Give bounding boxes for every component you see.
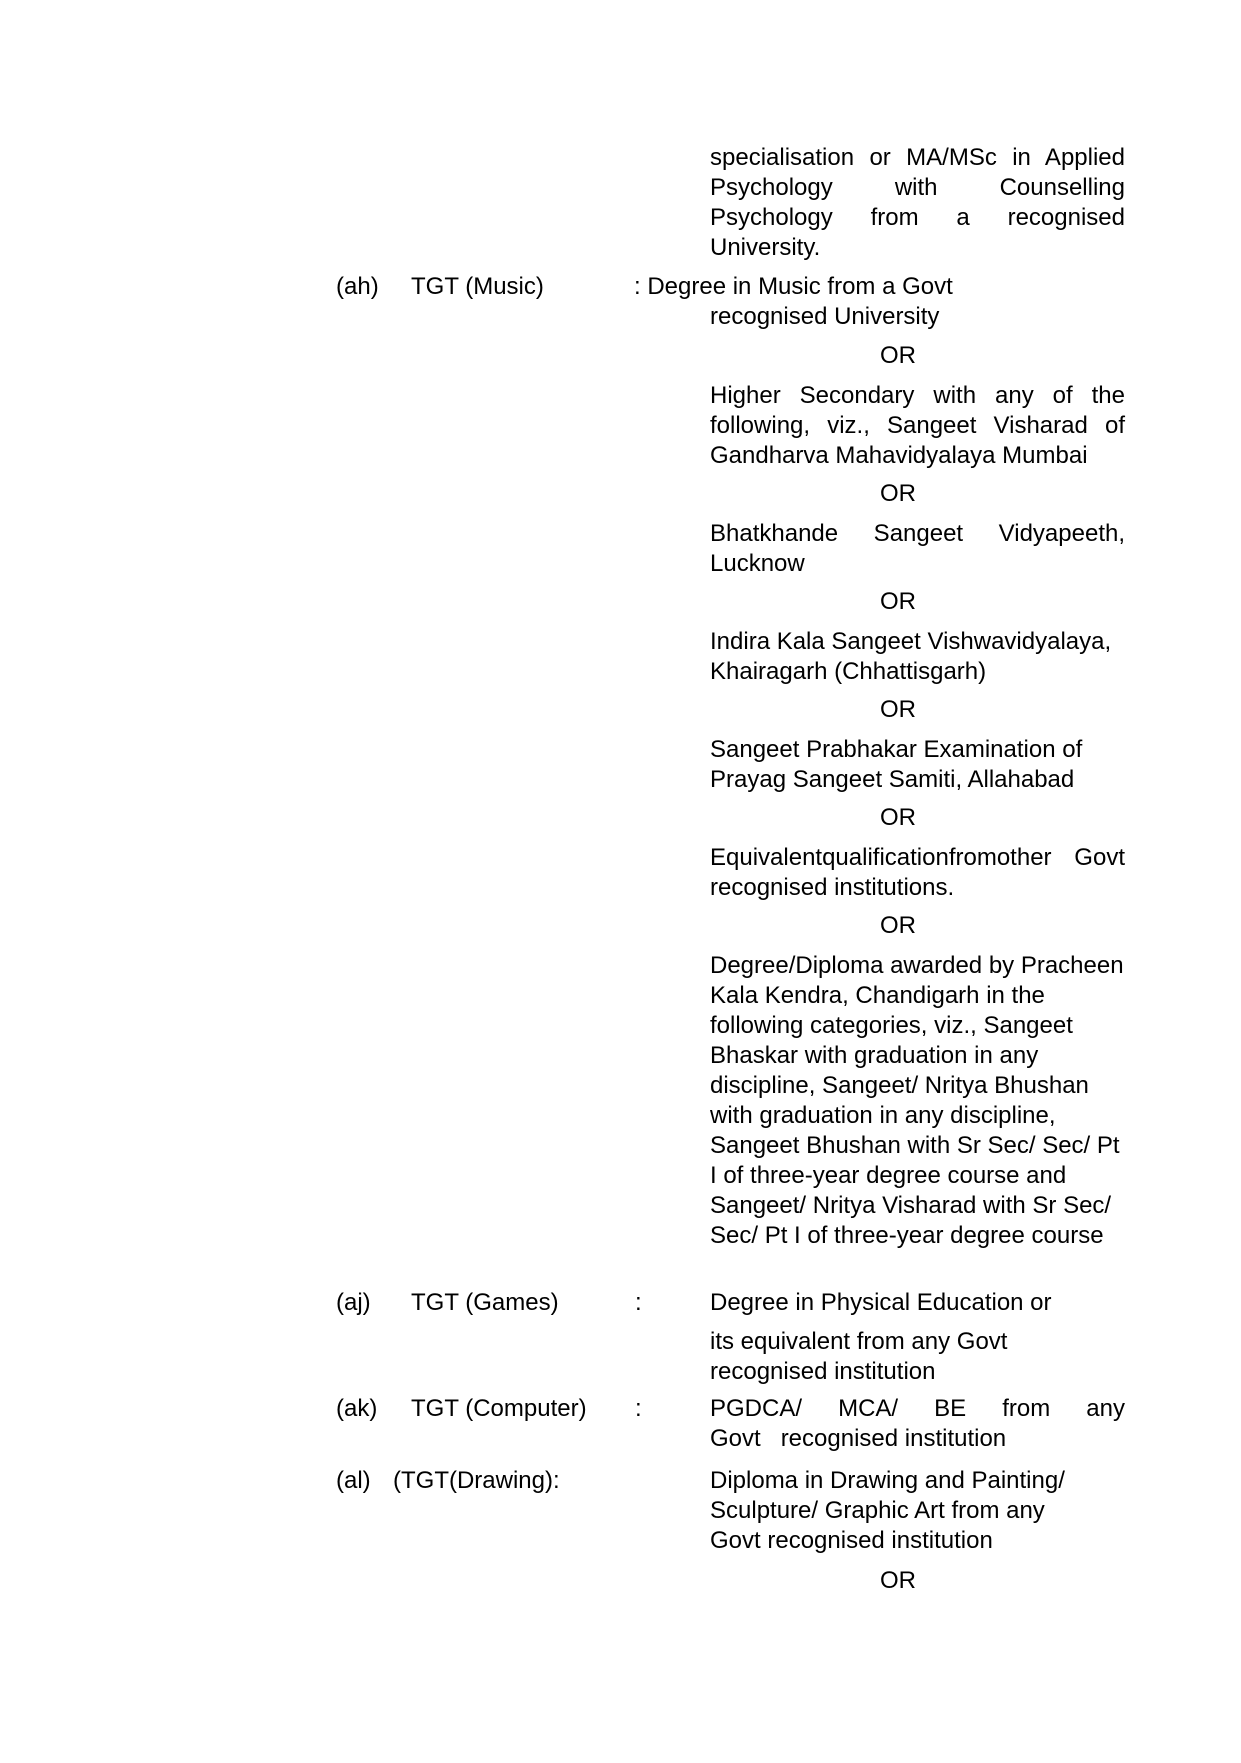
colon-separator: : (635, 1289, 642, 1316)
or-separator: OR (880, 480, 916, 507)
computer-qualification-line2: Govt recognised institution (710, 1425, 1007, 1452)
item-title-games: TGT (Games) (411, 1289, 559, 1316)
music-qualification-first-line: : Degree in Music from a Govt (634, 273, 953, 300)
music-alternative-equivalent-line1: Equivalentqualificationfromother Govt (710, 844, 1125, 871)
music-alternative-bhatkhande: Bhatkhande Sangeet Vidyapeeth, Lucknow (710, 520, 1125, 577)
music-qualification-second-line: recognised University (710, 303, 940, 330)
games-qualification-line2: its equivalent from any Govt recognised institution (710, 1328, 1008, 1385)
item-number-ah: (ah) (336, 273, 379, 300)
item-title-drawing: (TGT(Drawing): (393, 1467, 560, 1494)
computer-qualification-line1: PGDCA/ MCA/ BE from any (710, 1395, 1125, 1422)
music-alternative-higher-secondary: Higher Secondary with any of the following, viz., Sangeet Visharad of Gandharva Mahavidyalaya Mumbai (710, 382, 1125, 469)
or-separator: OR (880, 804, 916, 831)
prev-item-continuation: specialisation or MA/MSc in Applied Psychology with Counselling Psychology from a recognised University. (710, 144, 1125, 261)
item-title-music: TGT (Music) (411, 273, 544, 300)
colon-separator: : (635, 1395, 642, 1422)
or-separator: OR (880, 912, 916, 939)
music-alternative-pracheen-kala: Degree/Diploma awarded by Pracheen Kala Kendra, Chandigarh in the following categories, viz., Sangeet Bhaskar with graduation in any discipline, Sangeet/ Nritya Bhushan with graduation in any discipline, Sangeet Bhushan with Sr Sec/ Sec/ Pt I of three-year degree course and Sangeet/ Nritya Visharad with Sr Sec/ Sec/ Pt I of three-year degree course (710, 952, 1124, 1249)
music-alternative-sangeet-prabhakar: Sangeet Prabhakar Examination of Prayag Sangeet Samiti, Allahabad (710, 736, 1083, 793)
item-number-ak: (ak) (336, 1395, 378, 1422)
or-separator: OR (880, 588, 916, 615)
music-alternative-indira-kala: Indira Kala Sangeet Vishwavidyalaya, Khairagarh (Chhattisgarh) (710, 628, 1112, 685)
drawing-qualification: Diploma in Drawing and Painting/ Sculpture/ Graphic Art from any Govt recognised institution (710, 1467, 1065, 1554)
or-separator: OR (880, 342, 916, 369)
or-separator: OR (880, 696, 916, 723)
music-alternative-equivalent-line2: recognised institutions. (710, 874, 955, 901)
or-separator: OR (880, 1567, 916, 1594)
item-number-al: (al) (336, 1467, 371, 1494)
games-qualification-line1: Degree in Physical Education or (710, 1289, 1052, 1316)
item-title-computer: TGT (Computer) (411, 1395, 587, 1422)
item-number-aj: (aj) (336, 1289, 371, 1316)
